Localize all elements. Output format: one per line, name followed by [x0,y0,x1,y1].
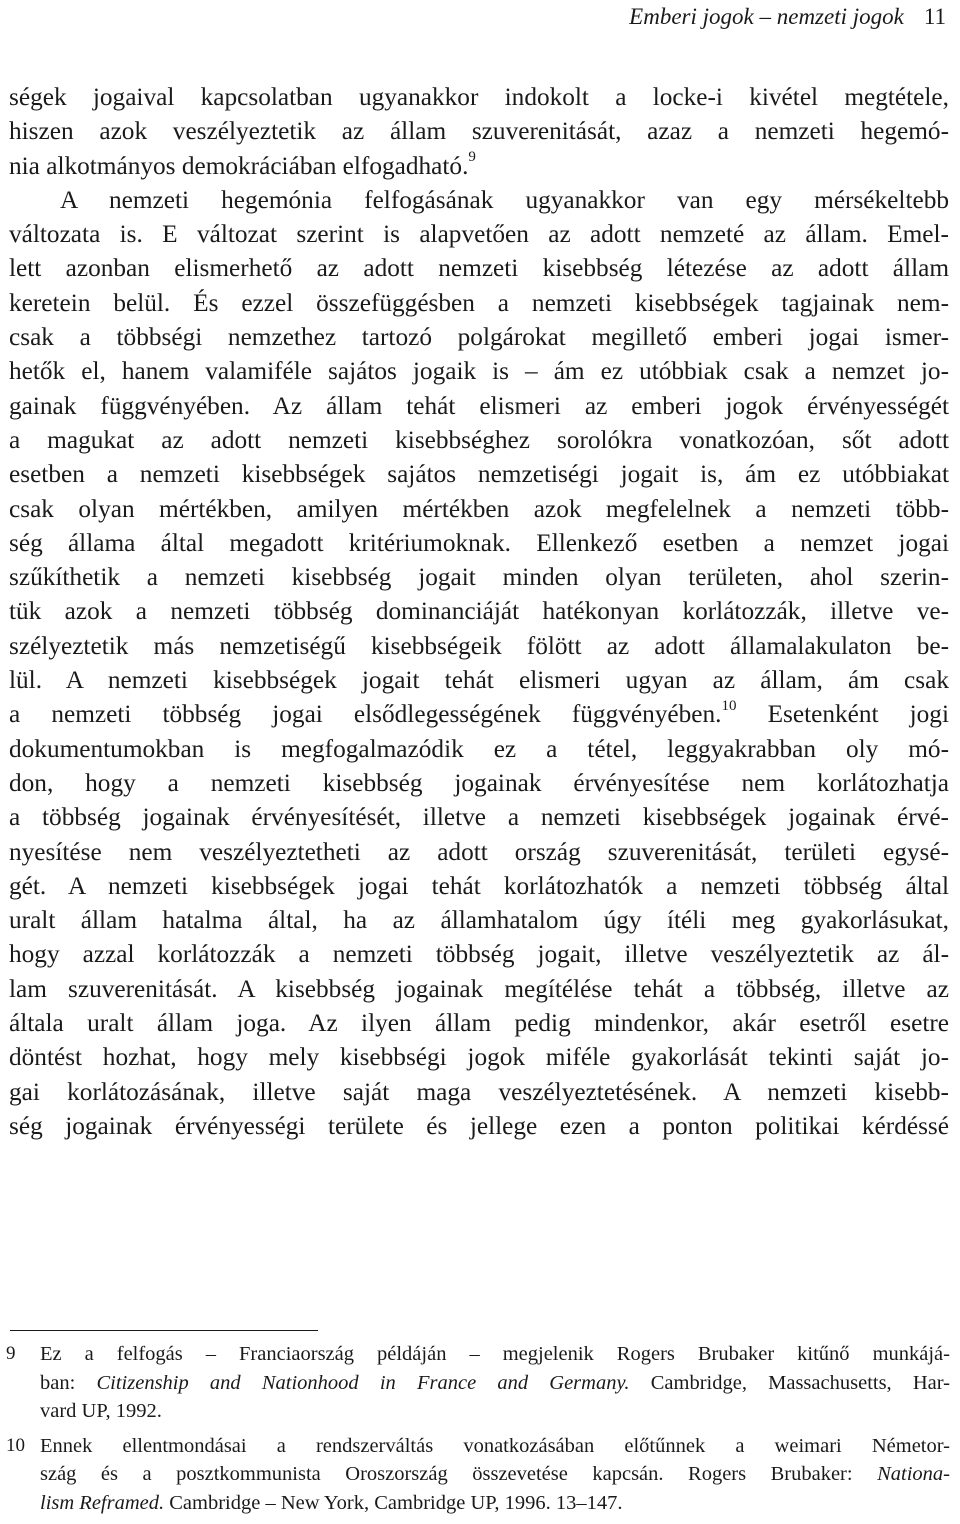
text-line: szűkíthetik a nemzeti kisebbség jogait minden olyan területen, ahol szerin- [9,563,949,592]
running-header [629,2,946,32]
running-title: Emberi jogok – nemzeti jogok [629,4,904,29]
text-line: lül. A nemzeti kisebbségek jogait tehát elismeri ugyan az állam, ám csak [9,666,949,695]
text-line: uralt állam hatalma által, ha az államhatalom úgy ítéli meg gyakorlásukat, [9,906,949,935]
footnote-line: ban: Citizenship and Nationhood in France and Germany. Cambridge, Massachusetts, Har- [40,1371,951,1394]
footnote-9 [6,1340,950,1426]
text-line: szélyeztetik más nemzetiségű kisebbségeik fölött az adott államalakulaton be- [9,631,949,660]
footnote-number: 9 [6,1343,16,1364]
text-line: hiszen azok veszélyeztetik az állam szuverenitását, azaz a nemzeti hegemó- [9,117,949,146]
body-text [9,80,949,1143]
footnote-line: szág és a posztkommunista Oroszország összevetése kapcsán. Rogers Brubaker: Nationa- [40,1463,950,1486]
text-line: lam szuverenitását. A kisebbség jogainak megítélése tehát a többség, illetve az [9,974,949,1003]
text-line: tük azok a nemzeti többség dominanciáját hatékonyan korlátozzák, illetve ve- [9,597,949,626]
footnotes [6,1340,950,1524]
footnote-line: vard UP, 1992. [40,1400,162,1423]
text-line: hogy azzal korlátozzák a nemzeti többség jogait, illetve veszélyeztetik az ál- [9,940,949,969]
text-line: nia alkotmányos demokráciában elfogadható.$^9$ [9,149,476,180]
text-line: keretein belül. És ezzel összefüggésben a nemzeti kisebbségek tagjainak nem- [9,288,949,317]
text-line: nyesítése nem veszélyeztetheti az adott ország szuverenitását, területi egysé- [9,837,949,866]
text-line: csak a többségi nemzethez tartozó polgárokat megillető emberi jogai ismer- [9,323,949,352]
text-line: ségek jogaival kapcsolatban ugyanakkor indokolt a locke-i kivétel megtétele, [9,83,949,111]
text-line: ség államа által megadott kritériumoknak. Ellenkező esetben a nemzet jogai [9,528,949,557]
footnote-line: lism Reframed. Cambridge – New York, Cambridge UP, 1996. 13–147. [40,1491,623,1514]
text-line: csak olyan mértékben, amilyen mértékben azok megfelelnek a nemzeti több- [9,494,949,523]
footnote-10 [6,1432,950,1518]
text-line: A nemzeti hegemónia felfogásának ugyanakkor van egy mérsékeltebb [60,185,949,214]
book-title: lism Reframed. [40,1491,165,1514]
text-line: a nemzeti többség jogai elsődlegességének függvényében.$^{10}$ Esetenként jogi [9,697,949,729]
text-line: gainak függvényében. Az állam tehát elismeri az emberi jogok érvényességét [9,391,949,420]
text-line: dokumentumokban is megfogalmazódik ez a tétel, leggyakrabban oly mó- [9,734,949,763]
text-line: hetők el, hanem valamiféle sajátos jogaik is – ám ez utóbbiak csak a nemzet jo- [9,357,949,386]
footnote-divider [10,1330,318,1331]
text-line: ség jogainak érvényességi területe és jellege ezen a ponton politikai kérdéssé [9,1111,949,1140]
text-line: lett azonban elismerhető az adott nemzeti kisebbség létezése az adott állam [9,254,949,283]
page-number: 11 [923,4,946,29]
footnote-number: 10 [6,1434,25,1456]
footnote-ref-10[interactable]: 10 [721,697,737,714]
footnote-ref-9[interactable]: 9 [468,149,476,166]
text-line: don, hogy a nemzeti kisebbség jogainak érvényesítése nem korlátozhatja [9,768,949,797]
text-line: változata is. E változat szerint is alapvetően az adott nemzeté az állam. Emel- [9,220,949,249]
text-line: gai korlátozásának, illetve saját maga veszélyeztetésének. A nemzeti kisebb- [9,1077,949,1106]
text-line: esetben a nemzeti kisebbségek sajátos nemzetiségi jogait is, ám ez utóbbiakat [9,460,949,489]
footnote-line: Ennek ellentmondásai a rendszerváltás vonatkozásában előtűnnek a weimari Németor- [40,1434,950,1457]
book-title: Citizenship and Nationhood in France and Germany. [96,1371,630,1394]
footnote-line: Ez a felfogás – Franciaország példáján – megjelenik Rogers Brubaker kitűnő munkájá- [40,1343,950,1365]
book-title: Nationa- [877,1463,950,1486]
text-line: a magukat az adott nemzeti kisebbséghez sorolókra vonatkozóan, sőt adott [9,425,949,454]
text-line: általa uralt állam joga. Az ilyen állam pedig mindenkor, akár esetről esetre [9,1009,949,1038]
text-line: gét. A nemzeti kisebbségek jogai tehát korlátozhatók a nemzeti többség által [9,871,949,900]
text-line: a többség jogainak érvényesítését, illetve a nemzeti kisebbségek jogainak érvé- [9,803,949,832]
text-line: döntést hozhat, hogy mely kisebbségi jogok miféle gyakorlását tekinti saját jo- [9,1043,949,1072]
